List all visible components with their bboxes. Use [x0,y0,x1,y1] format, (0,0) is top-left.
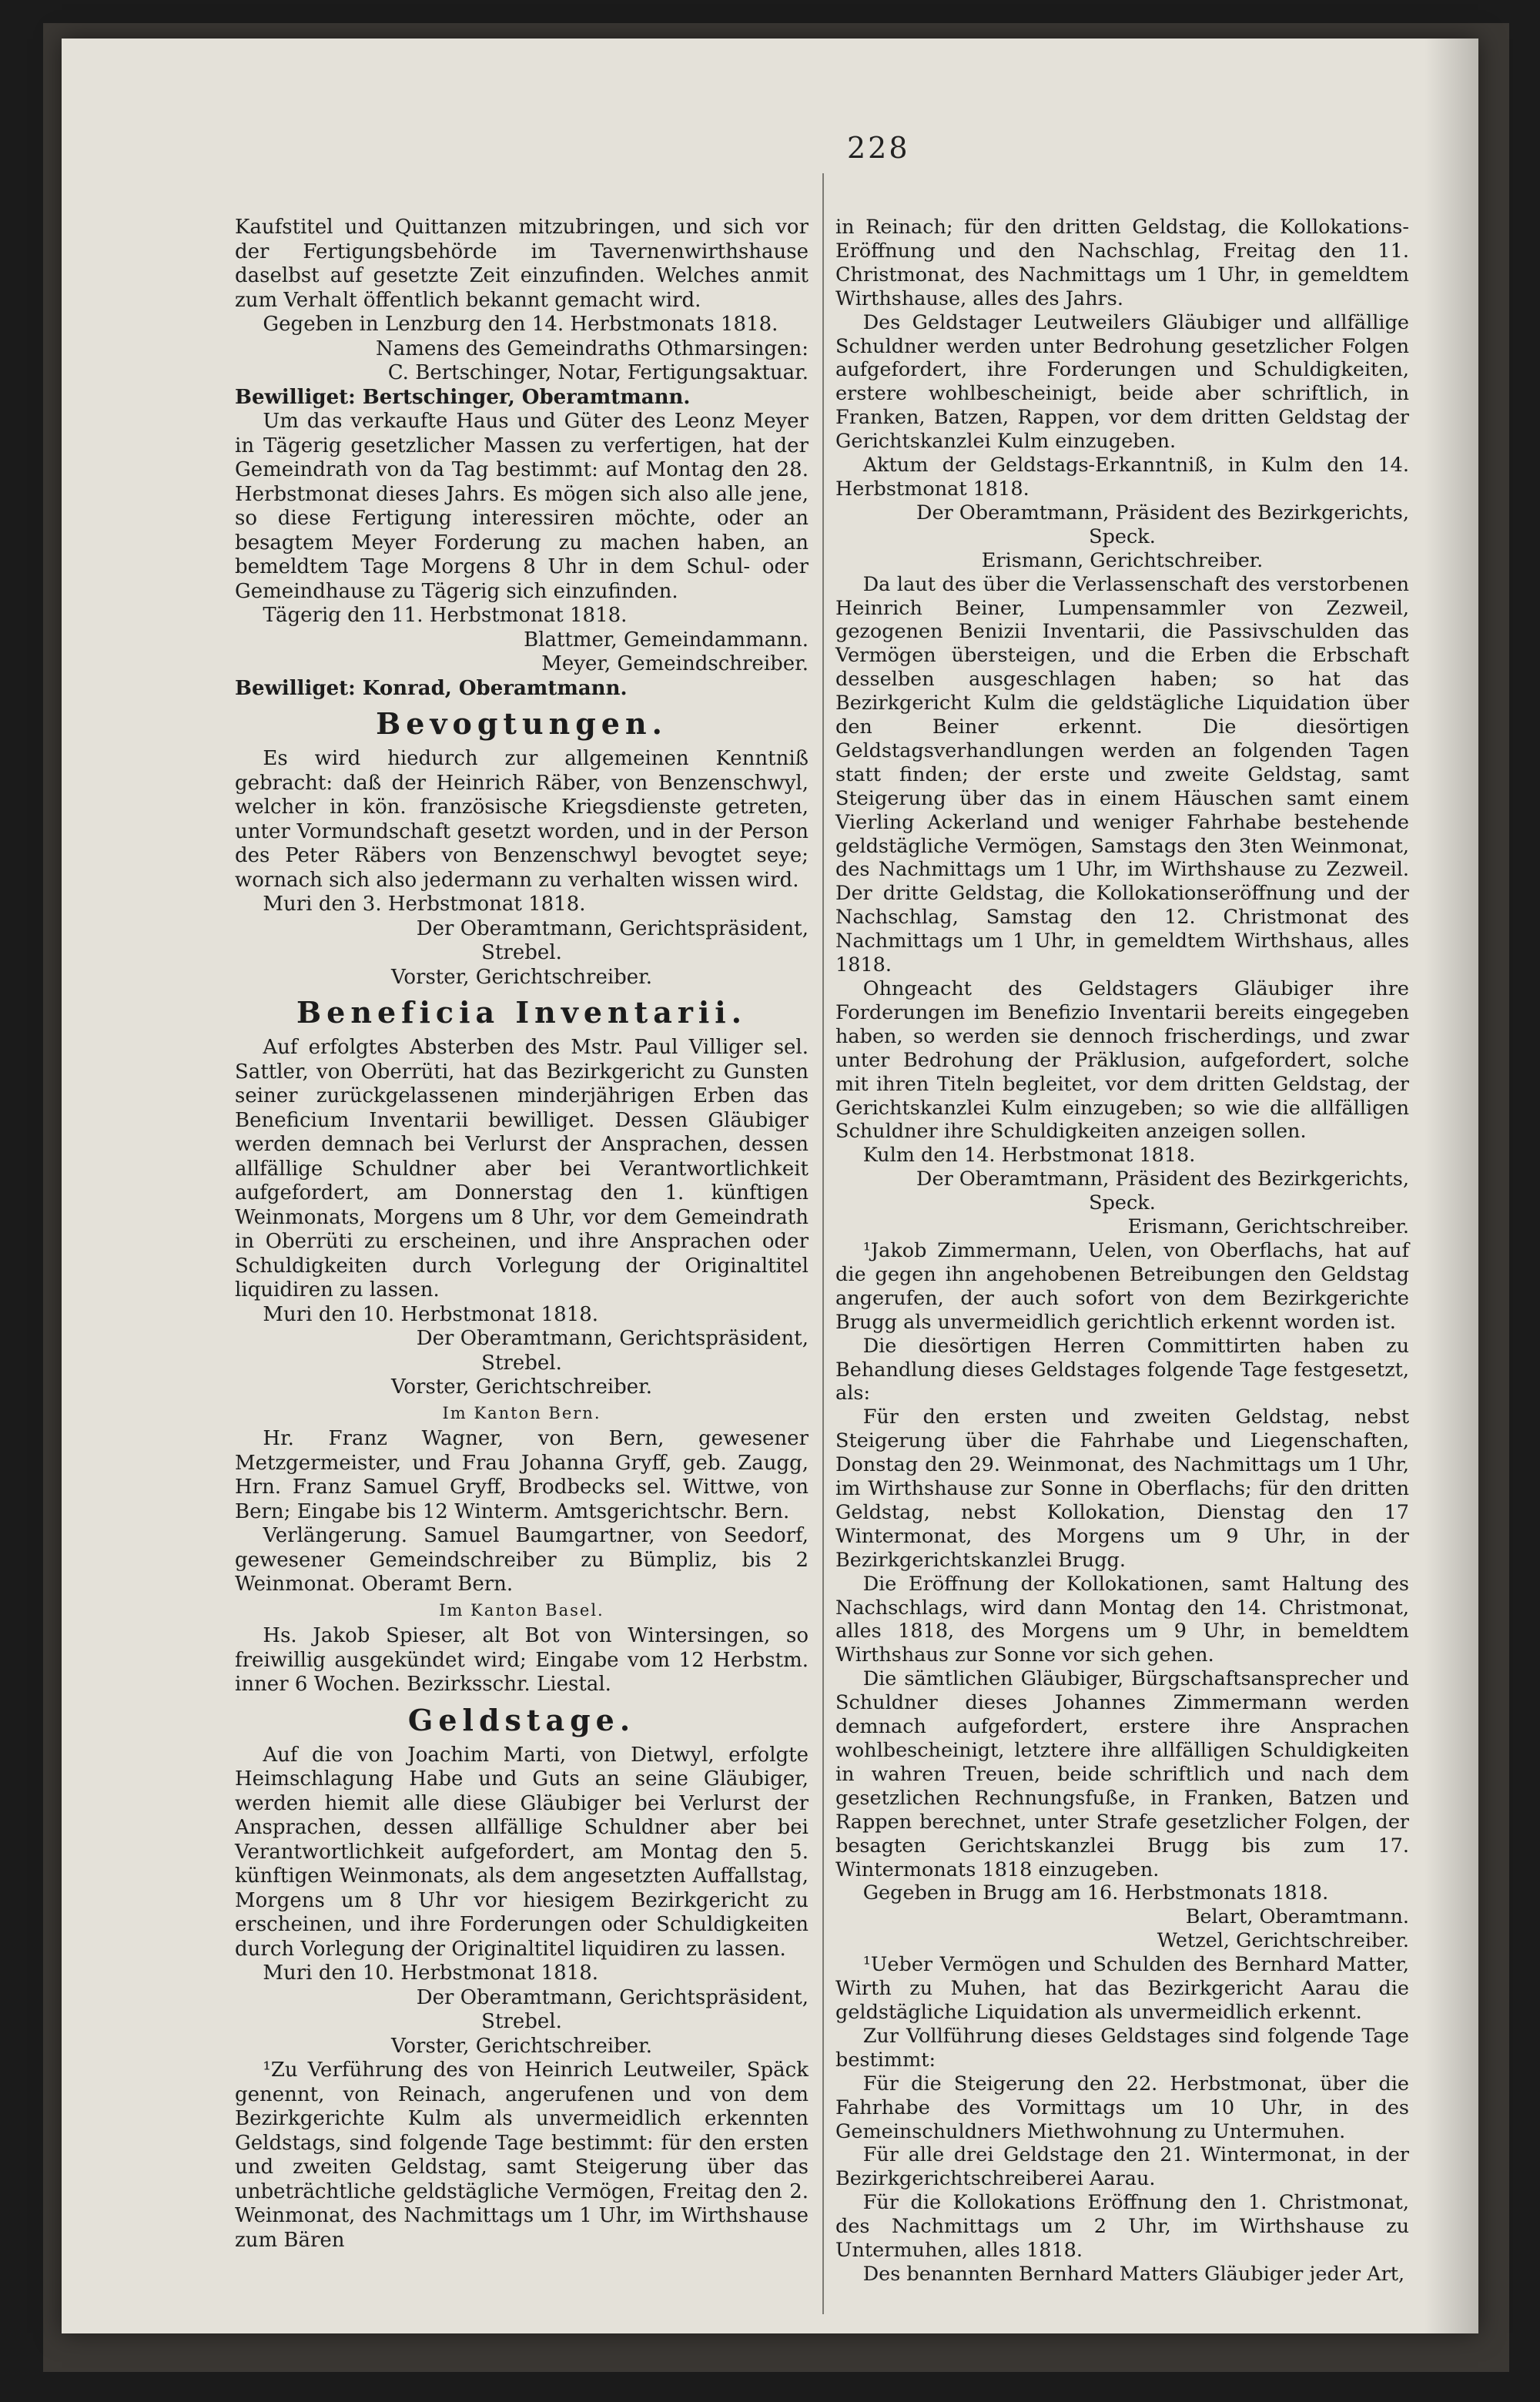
section-heading: Bevogtungen. [376,706,668,741]
paragraph: Es wird hiedurch zur allgemeinen Kenntniß gebracht: daß der Heinrich Räber, von Benzenschwyl, welcher in kön. französische Kriegsdienste getreten, unter Vormundschaft gesetzt worden, und in der Person des Peter Räbers von Benzenschwyl bevogtet seye; wornach sich also jedermann zu verhalten wissen wird. [235,747,808,892]
signature-line: Wetzel, Gerichtschreiber. [1157,1929,1409,1953]
paragraph: Die sämtlichen Gläubiger, Bürgschaftsansprecher und Schuldner dieses Johannes Zimmermann werden demnach aufgefordert, erstere ihre Ansprachen wohlbescheinigt, letztere ihre allfälligen Schuldigkeiten in wahren Treuen, beide schriftlich und nach dem gesetzlichen Rechnungsfuße, in Franken, Batzen und Rappen berechnet, unter Strafe gesetzlicher Folgen, der besagten Gerichtskanzlei Brugg bis zum 17. Wintermonats 1818 einzugeben. [835,1667,1409,1881]
paragraph: Die Eröffnung der Kollokationen, samt Haltung des Nachschlags, wird dann Montag den 14. Christmonat, alles 1818, des Morgens um 9 Uhr, in bemeldtem Wirthshaus zur Sonne vor sich gehen. [835,1572,1409,1667]
page-number: 228 [847,131,910,165]
signature-line: Speck. [1089,524,1156,548]
paragraph: Gegeben in Brugg am 16. Herbstmonats 1818. [862,1881,1329,1905]
signature-line: Strebel. [481,941,562,964]
signature-line: Strebel. [481,2010,562,2033]
paragraph: in Reinach; für den dritten Geldstag, die Kollokations-Eröffnung und den Nachschlag, Freitag den 11. Christmonat, des Nachmittags um 1 Uhr, in gemeldtem Wirthshause, alles des Jahrs. [835,216,1409,310]
paragraph: Die diesörtigen Herren Committirten haben zu Behandlung dieses Geldstages folgende Tage festgesetzt, als: [835,1334,1409,1405]
canton-subheading: Im Kanton Bern. [442,1403,601,1422]
paragraph: Gegeben in Lenzburg den 14. Herbstmonats 1818. [263,313,778,336]
signature-line: Der Oberamtmann, Gerichtspräsident, [416,1985,808,2009]
approval-line: Bewilliget: Konrad, Oberamtmann. [235,676,628,700]
paragraph: Hr. Franz Wagner, von Bern, gewesener Metzgermeister, und Frau Johanna Gryff, geb. Zaugg, Hrn. Franz Samuel Gryff, Brodbecks sel. Wittwe, von Bern; Eingabe bis 12 Winterm. Amtsgerichtschr. Bern. [235,1427,808,1523]
paragraph: Für alle drei Geldstage den 21. Wintermonat, in der Bezirkgerichtschreiberei Aarau. [835,2143,1409,2191]
signature-line: Erismann, Gerichtschreiber. [981,548,1264,572]
paragraph: Auf erfolgtes Absterben des Mstr. Paul Villiger sel. Sattler, von Oberrüti, hat das Bezirkgericht zu Gunsten seiner zurückgelassenen minderjährigen Erben das Beneficium Inventarii bewilliget. Dessen Gläubiger werden demnach bei Verlurst der Ansprachen, dessen allfällige Schuldner aber bei Verantwortlichkeit aufgefordert, am Donnerstag den 1. künftigen Weinmonats, Morgens um 8 Uhr, vor dem Gemeindrath in Oberrüti zu erscheinen, und ihre Ansprachen oder Schuldigkeiten durch Vorlegung der Originaltitel liquidiren zu lassen. [235,1036,808,1302]
paragraph: Für die Kollokations Eröffnung den 1. Christmonat, des Nachmittags um 2 Uhr, im Wirthshause zu Untermuhen, alles 1818. [835,2191,1409,2263]
paragraph: Des benannten Bernhard Matters Gläubiger jeder Art, [862,2262,1405,2286]
signature-line: Namens des Gemeindraths Othmarsingen: [376,337,808,360]
signature-line: Blattmer, Gemeindammann. [524,628,808,652]
paragraph: Tägerig den 11. Herbstmonat 1818. [263,604,628,627]
section-heading: Geldstage. [407,1702,636,1737]
paragraph: Hs. Jakob Spieser, alt Bot von Wintersingen, so freiwillig ausgekündet wird; Eingabe vom 12 Herbstm. inner 6 Wochen. Bezirksschr. Liestal. [235,1624,808,1696]
paragraph: Zur Vollführung dieses Geldstages sind folgende Tage bestimmt: [835,2024,1409,2072]
signature-line: Speck. [1089,1191,1156,1215]
approval-line: Bewilliget: Bertschinger, Oberamtmann. [235,385,691,409]
signature-line: Belart, Oberamtmann. [1185,1905,1409,1929]
signature-line: Vorster, Gerichtschreiber. [390,965,653,989]
paragraph: Muri den 3. Herbstmonat 1818. [263,893,586,916]
paragraph: Verlängerung. Samuel Baumgartner, von Seedorf, gewesener Gemeindschreiber zu Bümpliz, bis 2 Weinmonat. Oberamt Bern. [235,1524,808,1596]
section-heading: Beneficia Inventarii. [296,995,747,1030]
signature-line: Der Oberamtmann, Präsident des Bezirkgerichts, [916,501,1409,524]
left-column [235,216,808,2253]
newspaper-page [62,39,1478,2333]
paragraph: Des Geldstager Leutweilers Gläubiger und allfällige Schuldner werden unter Bedrohung gesetzlicher Folgen aufgefordert, ihre Forderungen und Schuldigkeiten, erstere wohlbescheinigt, beide aber schriftlich, in Franken, Batzen, Rappen, vor dem dritten Geldstag der Gerichtskanzlei Kulm einzugeben. [835,310,1409,454]
paragraph: ¹Ueber Vermögen und Schulden des Bernhard Matter, Wirth zu Muhen, hat das Bezirkgericht Aarau die geldstägliche Liquidation als unvermeidlich erkennt. [835,1953,1409,2024]
signature-line: Der Oberamtmann, Gerichtspräsident, [416,1327,808,1350]
paragraph: Da laut des über die Verlassenschaft des verstorbenen Heinrich Beiner, Lumpensammler von Zezweil, gezogenen Benizii Inventarii, die Passivschulden das Vermögen übersteigen, und die Erben die Erbschaft desselben ausgeschlagen haben; so hat das Bezirkgericht Kulm die geldstägliche Liquidation über den Beiner erkennt. Die diesörtigen Geldstagsverhandlungen werden an folgenden Tagen statt finden; der erste und zweite Geldstag, samt Steigerung über das in einem Häuschen samt einem Vierling Ackerland und weniger Fahrhabe bestehende geldstägliche Vermögen, Samstags den 3ten Weinmonat, des Nachmittags um 1 Uhr, im Wirthshause zu Zezweil. Der dritte Geldstag, die Kollokationseröffnung und der Nachschlag, Samstag den 12. Christmonat des Nachmittags um 1 Uhr, in gemeldtem Wirthshaus, alles 1818. [835,572,1409,977]
paragraph: ¹Zu Verführung des von Heinrich Leutweiler, Späck genennt, von Reinach, angerufenen und von dem Bezirkgerichte Kulm als unvermeidlich erkennten Geldstags, sind folgende Tage bestimmt: für den ersten und zweiten Geldstag, samt Steigerung über das unbeträchtliche geldstägliche Vermögen, Freitag den 2. Weinmonat, des Nachmittags um 1 Uhr, im Wirthshause zum Bären [235,2059,808,2252]
paragraph: Ohngeacht des Geldstagers Gläubiger ihre Forderungen im Benefizio Inventarii bereits eingegeben haben, so werden sie dennoch frischerdings, und zwar unter Bedrohung der Präklusion, aufgefordert, solche mit ihren Titeln begleitet, vor dem dritten Geldstag, der Gerichtskanzlei Kulm einzugeben; so wie die allfälligen Schuldner ihre Schuldigkeiten anzeigen sollen. [835,977,1409,1144]
right-column [835,216,1409,2286]
paragraph: Muri den 10. Herbstmonat 1818. [263,1961,599,1985]
paragraph: Muri den 10. Herbstmonat 1818. [263,1302,599,1326]
signature-line: Strebel. [481,1351,562,1375]
paragraph: Kaufstitel und Quittanzen mitzubringen, und sich vor der Fertigungsbehörde im Tavernenwirthshause daselbst auf gesetzte Zeit einzufinden. Welches anmit zum Verhalt öffentlich bekannt gemacht wird. [235,216,808,312]
column-divider [822,173,824,2314]
paragraph: Kulm den 14. Herbstmonat 1818. [862,1144,1196,1167]
paragraph: ¹Jakob Zimmermann, Uelen, von Oberflachs, hat auf die gegen ihn angehobenen Betreibungen den Geldstag angerufen, der auch sofort von dem Bezirkgerichte Brugg als unvermeidlich gerichtlich erkennt worden ist. [835,1238,1409,1334]
signature-line: Erismann, Gerichtschreiber. [1127,1215,1409,1239]
paragraph: Um das verkaufte Haus und Güter des Leonz Meyer in Tägerig gesetzlicher Massen zu verfertigen, hat der Gemeindrath von da Tag bestimmt: auf Montag den 28. Herbstmonat dieses Jahrs. Es mögen sich also alle jene, so diese Fertigung interessiren möchte, oder an besagtem Meyer Forderung zu machen haben, an bemeldtem Tage Morgens 8 Uhr in dem Schul- oder Gemeindhause zu Tägerig sich einzufinden. [235,410,808,603]
signature-line: C. Bertschinger, Notar, Fertigungsaktuar. [387,361,808,384]
paragraph: Auf die von Joachim Marti, von Dietwyl, erfolgte Heimschlagung Habe und Guts an seine Gläubiger, werden hiemit alle diese Gläubiger bei Verlurst der Ansprachen, dessen allfällige Schuldner aber bei Verantwortlichkeit aufgefordert, am Montag den 5. künftigen Weinmonats, als dem angesetzten Auffallstag, Morgens um 8 Uhr vor hiesigem Bezirkgericht zu erscheinen, und ihre Forderungen oder Schuldigkeiten durch Vorlegung der Originaltitel liquidiren zu lassen. [235,1743,808,1961]
signature-line: Vorster, Gerichtschreiber. [390,2034,653,2058]
signature-line: Meyer, Gemeindschreiber. [541,652,808,675]
signature-line: Der Oberamtmann, Gerichtspräsident, [416,916,808,940]
canton-subheading: Im Kanton Basel. [439,1600,604,1620]
paragraph: Aktum der Geldstags-Erkanntniß, in Kulm den 14. Herbstmonat 1818. [835,454,1409,501]
paragraph: Für den ersten und zweiten Geldstag, nebst Steigerung über die Fahrhabe und Liegenschaften, Donstag den 29. Weinmonat, des Nachmittags um 1 Uhr, im Wirthshause zur Sonne in Oberflachs; für den dritten Geldstag, nebst Kollokation, Dienstag den 17 Wintermonat, des Morgens um 9 Uhr, in der Bezirkgerichtskanzlei Brugg. [835,1405,1409,1572]
paragraph: Für die Steigerung den 22. Herbstmonat, über die Fahrhabe des Vormittags um 10 Uhr, in des Gemeinschuldners Miethwohnung zu Untermuhen. [835,2072,1409,2143]
signature-line: Vorster, Gerichtschreiber. [390,1375,653,1399]
signature-line: Der Oberamtmann, Präsident des Bezirkgerichts, [916,1167,1409,1191]
